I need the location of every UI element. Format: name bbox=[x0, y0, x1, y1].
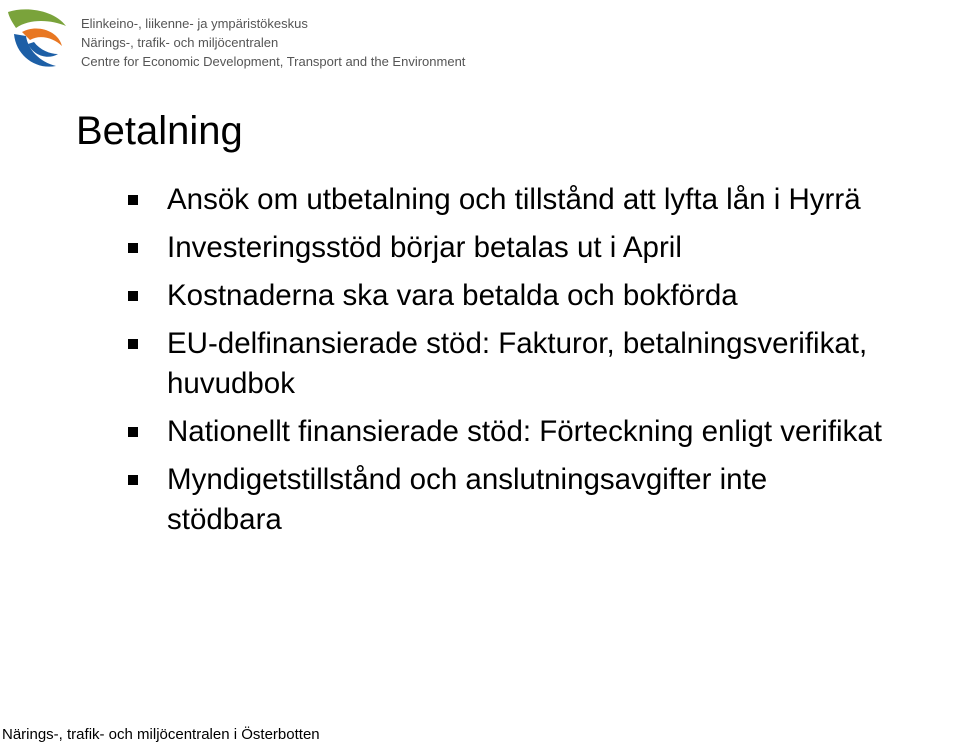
bullet-text: Kostnaderna ska vara betalda och bokförda bbox=[167, 279, 738, 312]
org-name-swedish: Närings-, trafik- och miljöcentralen bbox=[81, 35, 279, 50]
bullet-item bbox=[128, 324, 959, 404]
org-name-finnish: Elinkeino-, liikenne- ja ympäristökeskus bbox=[81, 16, 308, 31]
bullet-item bbox=[128, 460, 959, 540]
bullet-item bbox=[128, 276, 959, 316]
slide-header bbox=[0, 0, 959, 80]
org-name-english: Centre for Economic Development, Transport and the Environment bbox=[81, 54, 466, 69]
bullet-square-icon bbox=[128, 243, 138, 253]
bullet-text: EU-delfinansierade stöd: Fakturor, betalningsverifikat, bbox=[167, 327, 868, 360]
bullet-list bbox=[128, 180, 959, 548]
bullet-item bbox=[128, 180, 959, 220]
bullet-item bbox=[128, 228, 959, 268]
bullet-square-icon bbox=[128, 195, 138, 205]
bullet-square-icon bbox=[128, 475, 138, 485]
ely-centre-logo-icon bbox=[4, 4, 70, 72]
bullet-item bbox=[128, 412, 959, 452]
bullet-square-icon bbox=[128, 291, 138, 301]
bullet-text: Ansök om utbetalning och tillstånd att lyfta lån i Hyrrä bbox=[167, 183, 861, 216]
bullet-text: Investeringsstöd börjar betalas ut i April bbox=[167, 231, 682, 264]
bullet-text-continuation: huvudbok bbox=[167, 367, 295, 400]
bullet-square-icon bbox=[128, 427, 138, 437]
slide-footer: Närings-, trafik- och miljöcentralen i Österbotten bbox=[2, 726, 320, 743]
slide-title: Betalning bbox=[76, 109, 243, 153]
organization-names bbox=[81, 14, 465, 71]
bullet-text-continuation: stödbara bbox=[167, 503, 282, 536]
bullet-text: Nationellt finansierade stöd: Förteckning enligt verifikat bbox=[167, 415, 882, 448]
bullet-square-icon bbox=[128, 339, 138, 349]
bullet-text: Myndigetstillstånd och anslutningsavgifter inte bbox=[167, 463, 768, 496]
